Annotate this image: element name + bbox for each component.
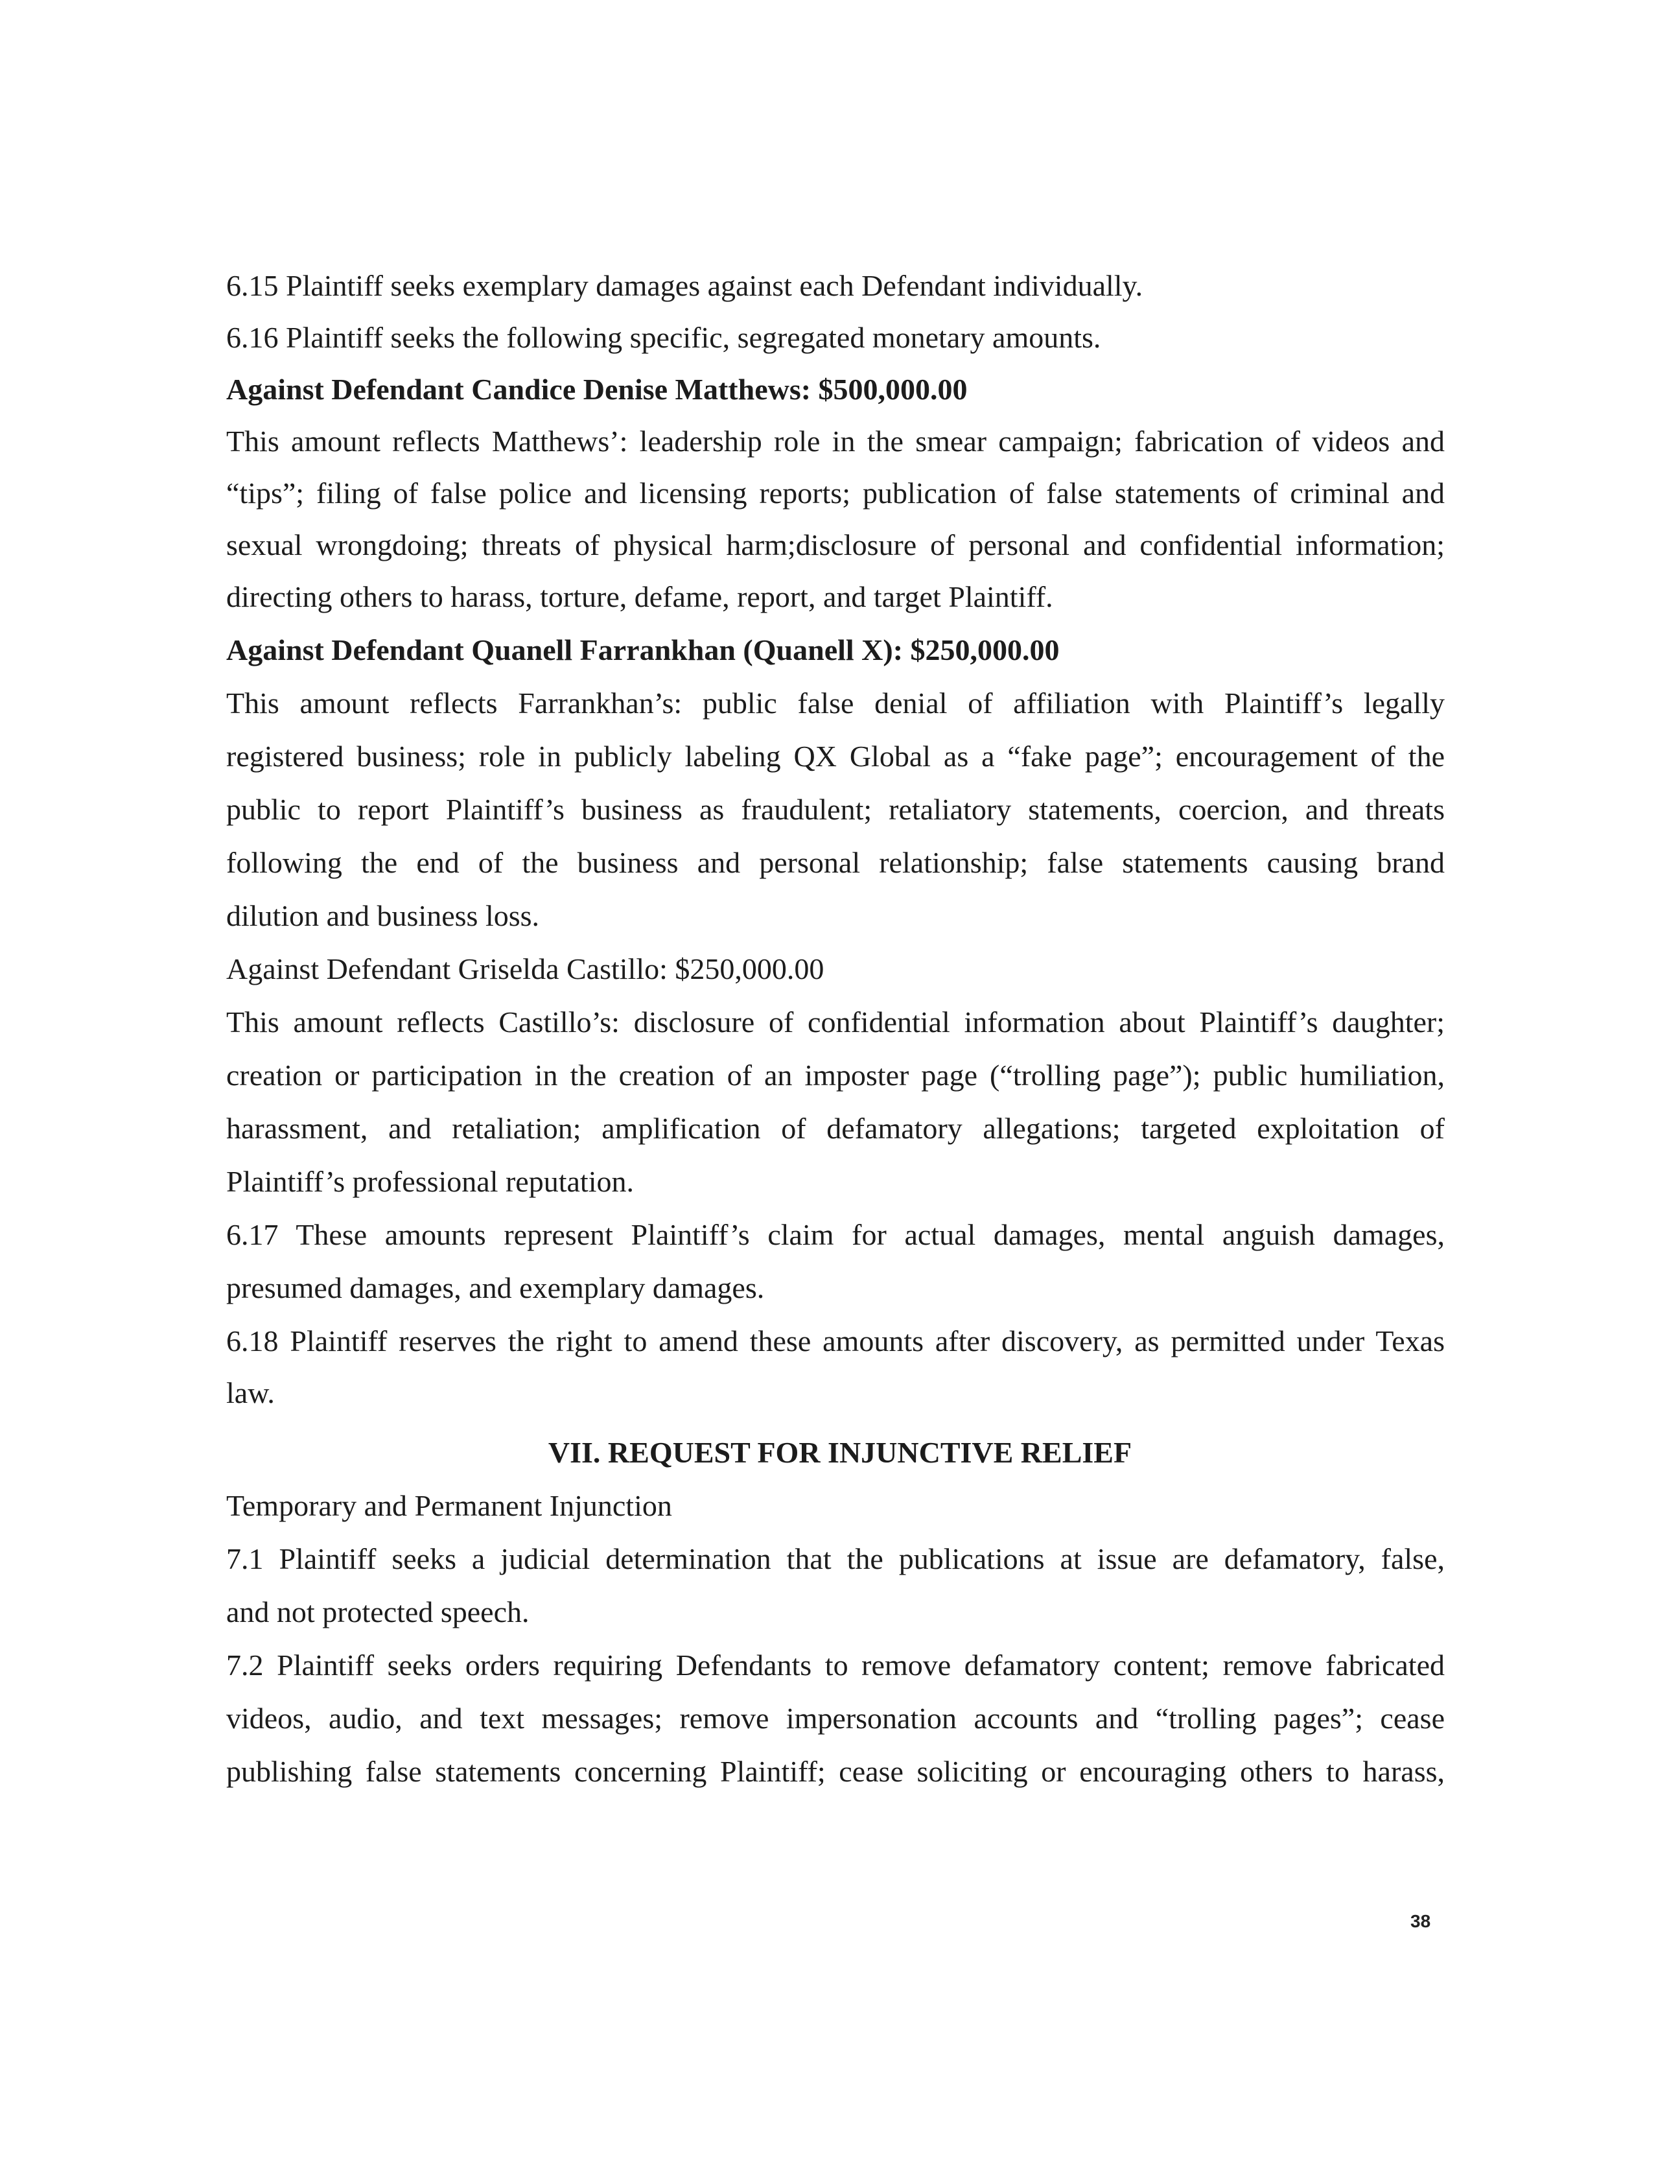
- castillo-text-line: Plaintiff’s professional reputation.: [226, 1165, 634, 1198]
- matthews-heading: Against Defendant Candice Denise Matthews: $500,000.00: [226, 373, 968, 406]
- matthews-text-line: This amount reflects Matthews’: leadership role in the smear campaign; fabrication of videos and: [226, 425, 1445, 458]
- injunction-subheading: Temporary and Permanent Injunction: [226, 1489, 672, 1522]
- farrankhan-text-line: dilution and business loss.: [226, 899, 540, 932]
- castillo-text-line: harassment, and retaliation; amplification of defamatory allegations; targeted exploitation of: [226, 1112, 1445, 1145]
- paragraph-6-17-line: presumed damages, and exemplary damages.: [226, 1271, 765, 1304]
- paragraph-6-18-line: law.: [226, 1376, 275, 1409]
- paragraph-6-17-line: 6.17 These amounts represent Plaintiff’s claim for actual damages, mental anguish damages,: [226, 1218, 1445, 1251]
- paragraph-7-1-line: 7.1 Plaintiff seeks a judicial determination that the publications at issue are defamatory, false,: [226, 1542, 1445, 1575]
- section-heading: VII. REQUEST FOR INJUNCTIVE RELIEF: [548, 1436, 1132, 1469]
- matthews-text-line: directing others to harass, torture, defame, report, and target Plaintiff.: [226, 580, 1053, 613]
- castillo-heading: Against Defendant Griselda Castillo: $250,000.00: [226, 952, 824, 985]
- paragraph-7-1-line: and not protected speech.: [226, 1595, 530, 1628]
- paragraph-7-2-line: 7.2 Plaintiff seeks orders requiring Defendants to remove defamatory content; remove fabricated: [226, 1649, 1445, 1682]
- farrankhan-text-line: public to report Plaintiff’s business as fraudulent; retaliatory statements, coercion, and threats: [226, 793, 1445, 826]
- paragraph-6-16: 6.16 Plaintiff seeks the following specific, segregated monetary amounts.: [226, 321, 1101, 354]
- matthews-text-line: sexual wrongdoing; threats of physical harm;disclosure of personal and confidential information;: [226, 528, 1445, 561]
- farrankhan-text-line: This amount reflects Farrankhan’s: public false denial of affiliation with Plaintiff’s legally: [226, 687, 1445, 720]
- paragraph-7-2-line: videos, audio, and text messages; remove impersonation accounts and “trolling pages”; cease: [226, 1702, 1445, 1735]
- farrankhan-text-line: following the end of the business and personal relationship; false statements causing brand: [226, 846, 1445, 879]
- farrankhan-text-line: registered business; role in publicly labeling QX Global as a “fake page”; encouragement of the: [226, 740, 1445, 773]
- paragraph-7-2-line: publishing false statements concerning Plaintiff; cease soliciting or encouraging others to harass,: [226, 1755, 1445, 1788]
- matthews-text-line: “tips”; filing of false police and licensing reports; publication of false statements of criminal and: [226, 476, 1445, 510]
- paragraph-6-15: 6.15 Plaintiff seeks exemplary damages against each Defendant individually.: [226, 269, 1143, 302]
- paragraph-6-18-line: 6.18 Plaintiff reserves the right to amend these amounts after discovery, as permitted under Texas: [226, 1324, 1445, 1357]
- page-number: 38: [1410, 1911, 1431, 1931]
- castillo-text-line: This amount reflects Castillo’s: disclosure of confidential information about Plaintiff’s daughter;: [226, 1005, 1445, 1039]
- farrankhan-heading: Against Defendant Quanell Farrankhan (Quanell X): $250,000.00: [226, 633, 1060, 666]
- castillo-text-line: creation or participation in the creation of an imposter page (“trolling page”); public humiliation,: [226, 1059, 1445, 1092]
